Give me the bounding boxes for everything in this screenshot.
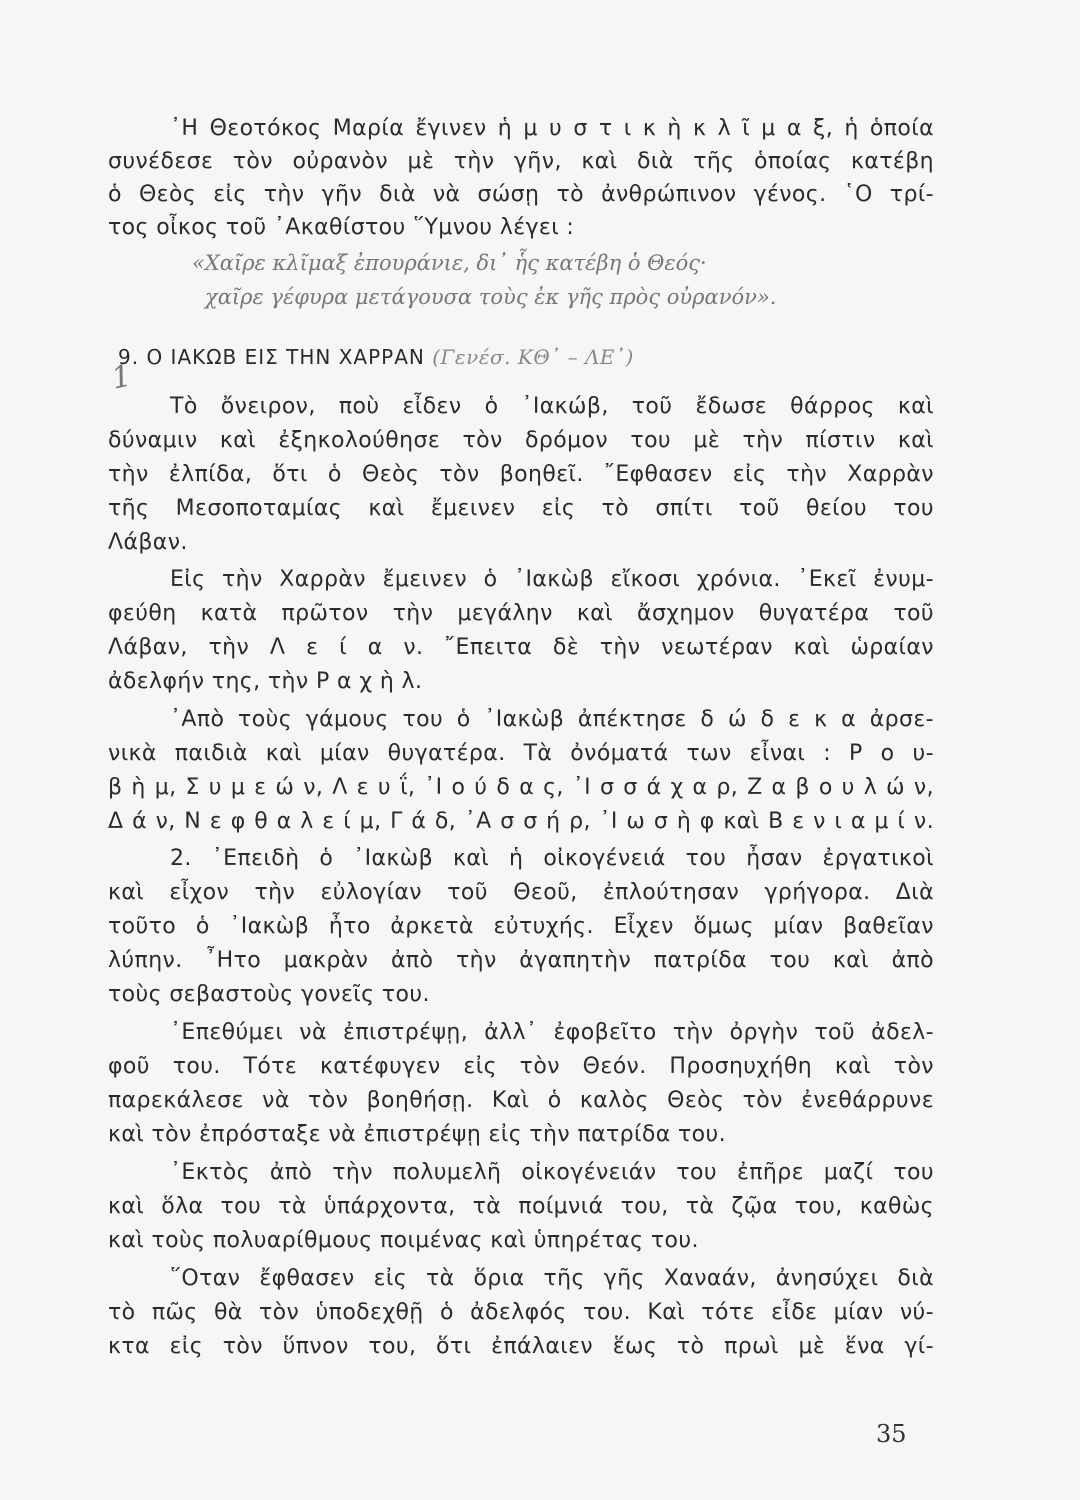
text-line: ὁ Θεὸς εἰς τὴν γῆν διὰ νὰ σώσῃ τὸ ἀνθρώπινον γένος. ῾Ο τρί- bbox=[108, 182, 934, 207]
text-line: τὸ πῶς θὰ τὸν ὑποδεχθῇ ὁ ἀδελφός του. Καὶ τότε εἶδε μίαν νύ- bbox=[108, 1300, 934, 1325]
text-line: ῞Οταν ἔφθασεν εἰς τὰ ὅρια τῆς γῆς Χαναάν, ἀνησύχει διὰ bbox=[170, 1266, 934, 1291]
text-line: καὶ εἶχον τὴν εὐλογίαν τοῦ Θεοῦ, ἐπλούτησαν γρήγορα. Διὰ bbox=[108, 880, 934, 905]
text-line: παρεκάλεσε νὰ τὸν βοηθήσῃ. Καὶ ὁ καλὸς Θεὸς τὸν ἐνεθάρρυνε bbox=[108, 1088, 934, 1113]
text-line: ᾿Η Θεοτόκος Μαρία ἔγινεν ἡ μ υ σ τ ι κ ὴ κ λ ῖ μ α ξ, ἡ ὁποία bbox=[170, 116, 934, 141]
text-line: κτα εἰς τὸν ὕπνον του, ὅτι ἐπάλαιεν ἕως τὸ πρωὶ μὲ ἕνα γί- bbox=[108, 1334, 934, 1359]
text-line: τοὺς σεβαστοὺς γονεῖς του. bbox=[108, 982, 430, 1007]
text-line: φοῦ του. Τότε κατέφυγεν εἰς τὸν Θεόν. Προσηυχήθη καὶ τὸν bbox=[108, 1054, 934, 1079]
text-line: καὶ τοὺς πολυαρίθμους ποιμένας καὶ ὑπηρέτας του. bbox=[108, 1228, 699, 1253]
text-line: συνέδεσε τὸν οὐρανὸν μὲ τὴν γῆν, καὶ διὰ τῆς ὁποίας κατέβη bbox=[108, 149, 934, 174]
text-line: τῆς Μεσοποταμίας καὶ ἔμεινεν εἰς τὸ σπίτι τοῦ θείου του bbox=[108, 496, 934, 521]
text-line: ᾿Εκτὸς ἀπὸ τὴν πολυμελῆ οἰκογένειάν του ἐπῆρε μαζί του bbox=[170, 1160, 934, 1185]
text-line: Τὸ ὄνειρον, ποὺ εἶδεν ὁ ᾿Ιακώβ, τοῦ ἔδωσε θάρρος καὶ bbox=[170, 394, 934, 419]
text-line: τὴν ἐλπίδα, ὅτι ὁ Θεὸς τὸν βοηθεῖ. ῎Εφθασεν εἰς τὴν Χαρρὰν bbox=[108, 462, 934, 487]
text-line: Δ ά ν, Ν ε φ θ α λ ε ί μ, Γ ά δ, ᾿Α σ σ ή ρ, ᾿Ι ω σ ὴ φ καὶ Β ε ν ι α μ ί ν. bbox=[108, 809, 934, 834]
section-title: 9. Ο ΙΑΚΩΒ ΕΙΣ ΤΗΝ ΧΑΡΡΑΝ bbox=[118, 345, 425, 369]
text-line: 2. ᾿Επειδὴ ὁ ᾿Ιακὼβ καὶ ἡ οἰκογένειά του ἦσαν ἐργατικοὶ bbox=[170, 846, 934, 871]
text-line: ᾿Απὸ τοὺς γάμους του ὁ ᾿Ιακὼβ ἀπέκτησε δ ώ δ ε κ α ἀρσε- bbox=[170, 707, 934, 732]
text-line: Λάβαν. bbox=[108, 530, 188, 555]
section-heading bbox=[118, 345, 634, 369]
text-line: ἀδελφήν της, τὴν Ρ α χ ὴ λ. bbox=[108, 669, 423, 694]
text-line: ᾿Επεθύμει νὰ ἐπιστρέψῃ, ἀλλ᾿ ἐφοβεῖτο τὴν ὀργὴν τοῦ ἀδελ- bbox=[170, 1020, 934, 1045]
text-line: Εἰς τὴν Χαρρὰν ἔμεινεν ὁ ᾿Ιακὼβ εἴκοσι χρόνια. ᾿Εκεῖ ἐνυμ- bbox=[170, 567, 934, 592]
text-line: λύπην. ῏Ητο μακρὰν ἀπὸ τὴν ἀγαπητὴν πατρίδα του καὶ ἀπὸ bbox=[108, 948, 934, 973]
quote-line: χαῖρε γέφυρα μετάγουσα τοὺς ἐκ γῆς πρὸς οὐρανόν». bbox=[205, 285, 777, 309]
text-line: Λάβαν, τὴν Λ ε ί α ν. ῎Επειτα δὲ τὴν νεωτέραν καὶ ὡραίαν bbox=[108, 635, 934, 660]
page-number: 35 bbox=[876, 1420, 907, 1448]
text-line: δύναμιν καὶ ἐξηκολούθησε τὸν δρόμον του μὲ τὴν πίστιν καὶ bbox=[108, 428, 934, 453]
text-line: καὶ ὅλα του τὰ ὑπάρχοντα, τὰ ποίμνιά του, τὰ ζῷα του, καθὼς bbox=[108, 1194, 934, 1219]
quote-line: «Χαῖρε κλῖμαξ ἐπουράνιε, δι᾿ ἧς κατέβη ὁ Θεός· bbox=[192, 251, 707, 275]
text-line: τος οἶκος τοῦ ᾿Ακαθίστου ῞Υμνου λέγει : bbox=[108, 215, 575, 240]
handwritten-margin-mark: 1 bbox=[108, 358, 135, 397]
text-line: τοῦτο ὁ ᾿Ιακὼβ ἦτο ἀρκετὰ εὐτυχής. Εἶχεν ὅμως μίαν βαθεῖαν bbox=[108, 914, 934, 939]
text-line: καὶ τὸν ἐπρόσταξε νὰ ἐπιστρέψῃ εἰς τὴν πατρίδα του. bbox=[108, 1122, 727, 1147]
text-line: νικὰ παιδιὰ καὶ μίαν θυγατέρα. Τὰ ὀνόματά των εἶναι : Ρ ο υ- bbox=[108, 741, 934, 766]
text-line: β ὴ μ, Σ υ μ ε ώ ν, Λ ε υ ΐ, ᾿Ι ο ύ δ α ς, ᾿Ι σ σ ά χ α ρ, Ζ α β ο υ λ ώ ν, bbox=[108, 775, 934, 800]
section-source: (Γενέσ. ΚΘ᾿ – ΛΕ᾿) bbox=[432, 345, 634, 369]
text-line: φεύθη κατὰ πρῶτον τὴν μεγάλην καὶ ἄσχημον θυγατέρα τοῦ bbox=[108, 601, 934, 626]
